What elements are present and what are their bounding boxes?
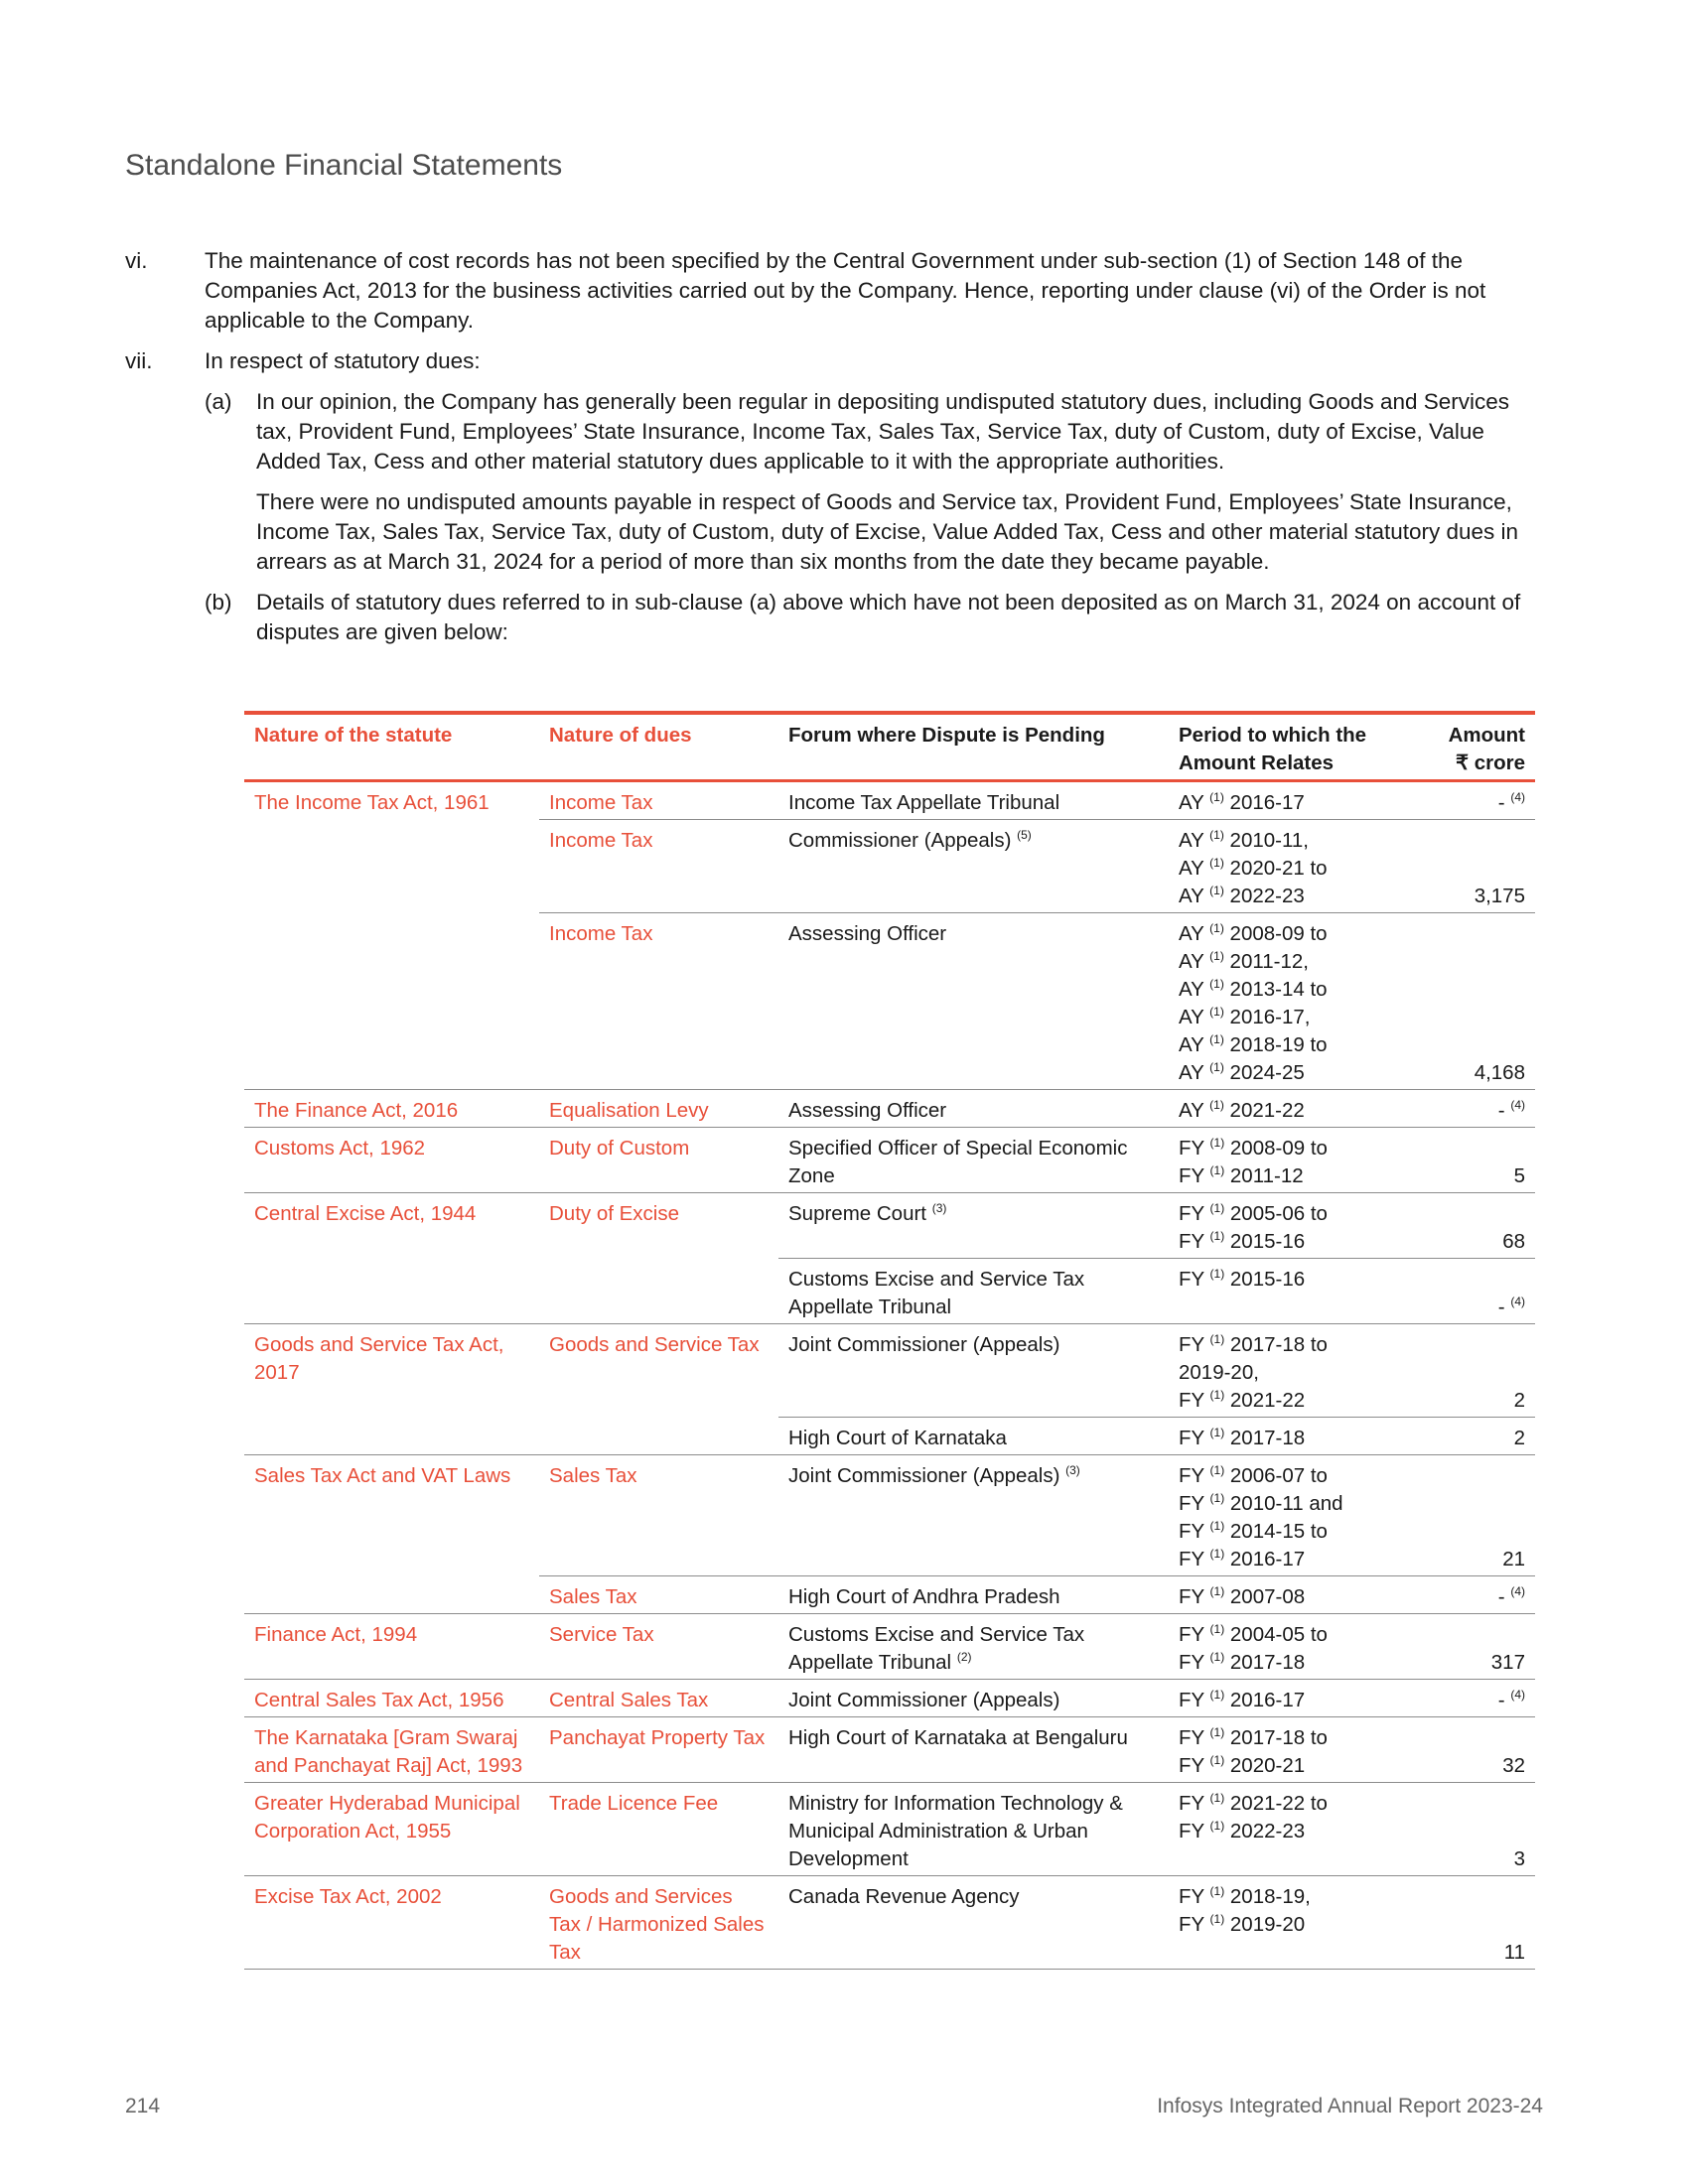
forum-text: Commissioner (Appeals)	[788, 829, 1012, 852]
period-cell	[1169, 913, 1419, 1090]
header-amount-line: Amount	[1448, 724, 1525, 747]
dues-cell: Panchayat Property Tax	[539, 1717, 778, 1783]
amount-cell	[1419, 1259, 1535, 1324]
dues-cell: Service Tax	[539, 1614, 778, 1680]
forum-text: Joint Commissioner (Appeals)	[788, 1689, 1060, 1711]
statute-cell: Central Sales Tax Act, 1956	[244, 1680, 539, 1717]
period-line	[1179, 1724, 1409, 1752]
period-value: 2017-18	[1229, 1651, 1306, 1674]
amount-value: -	[1497, 791, 1505, 814]
amount-cell	[1419, 1090, 1535, 1128]
period-value: 2015-16	[1229, 1268, 1306, 1291]
table-row	[244, 1614, 1535, 1680]
period-prefix: FY	[1179, 1548, 1204, 1570]
period-line	[1179, 1790, 1409, 1818]
footnote-marker: (1)	[1209, 1819, 1225, 1834]
footnote-marker: (1)	[1209, 1650, 1225, 1665]
forum-text: High Court of Karnataka at Bengaluru	[788, 1726, 1128, 1749]
period-value: 2015-16	[1229, 1230, 1306, 1253]
period-line	[1179, 1687, 1409, 1714]
footnote-marker: (1)	[1209, 977, 1224, 992]
forum-text: Assessing Officer	[788, 922, 947, 945]
period-value: 2018-19,	[1229, 1885, 1311, 1908]
period-line	[1179, 1200, 1409, 1228]
period-value: 2019-20,	[1179, 1361, 1259, 1384]
period-prefix: FY	[1179, 1792, 1204, 1815]
dues-cell: Trade Licence Fee	[539, 1783, 778, 1876]
footnote-marker: (1)	[1209, 1463, 1225, 1478]
period-value: 2016-17	[1229, 1689, 1306, 1711]
footnote-marker: (4)	[1510, 1295, 1525, 1309]
period-prefix: FY	[1179, 1585, 1204, 1608]
footnote-marker: (1)	[1209, 1426, 1225, 1440]
dues-cell: Sales Tax	[539, 1576, 778, 1614]
period-line	[1179, 1359, 1409, 1387]
period-prefix: AY	[1179, 857, 1204, 880]
period-value: 2016-17	[1229, 1548, 1306, 1570]
period-line	[1179, 1425, 1409, 1452]
forum-text: Customs Excise and Service Tax Appellate Tribunal	[788, 1268, 1085, 1318]
period-value: 2020-21 to	[1229, 857, 1328, 880]
period-cell	[1169, 1455, 1419, 1576]
period-prefix: FY	[1179, 1754, 1204, 1777]
period-line	[1179, 1546, 1409, 1573]
amount-value: 5	[1513, 1164, 1525, 1187]
period-line	[1179, 1387, 1409, 1415]
forum-cell	[778, 1680, 1169, 1717]
period-cell	[1169, 1717, 1419, 1783]
period-prefix: FY	[1179, 1333, 1204, 1356]
amount-value: -	[1497, 1585, 1505, 1608]
period-prefix: FY	[1179, 1427, 1204, 1449]
clause-vii-b	[125, 588, 1535, 647]
statute-cell: The Income Tax Act, 1961	[244, 781, 539, 1090]
statute-cell: Central Excise Act, 1944	[244, 1193, 539, 1324]
footnote-marker: (1)	[1209, 856, 1224, 871]
table-row	[244, 1717, 1535, 1783]
forum-text: Joint Commissioner (Appeals)	[788, 1333, 1060, 1356]
header-dues: Nature of dues	[539, 713, 778, 781]
period-line	[1179, 1583, 1409, 1611]
footnote-marker: (1)	[1209, 1791, 1225, 1806]
period-line	[1179, 1097, 1409, 1125]
footnote-marker: (1)	[1209, 1519, 1225, 1534]
period-cell	[1169, 1680, 1419, 1717]
amount-cell	[1419, 913, 1535, 1090]
footnote-marker: (1)	[1209, 1332, 1225, 1347]
footnote-marker: (1)	[1209, 1229, 1225, 1244]
amount-value: 4,168	[1474, 1061, 1525, 1084]
period-line	[1179, 1621, 1409, 1649]
period-line	[1179, 948, 1409, 976]
period-value: 2011-12	[1229, 1164, 1304, 1187]
amount-cell	[1419, 1876, 1535, 1970]
amount-cell	[1419, 1418, 1535, 1455]
table-row	[244, 1090, 1535, 1128]
period-value: 2014-15 to	[1229, 1520, 1328, 1543]
period-cell	[1169, 781, 1419, 820]
report-title: Infosys Integrated Annual Report 2023-24	[1157, 2095, 1543, 2117]
clause-text: In respect of statutory dues:	[205, 348, 481, 373]
table-header-row	[244, 713, 1535, 781]
period-value: 2022-23	[1229, 885, 1305, 907]
footnote-marker: (1)	[1209, 1622, 1225, 1637]
forum-text: Specified Officer of Special Economic Zone	[788, 1137, 1128, 1187]
amount-cell	[1419, 1717, 1535, 1783]
forum-text: Supreme Court	[788, 1202, 927, 1225]
footnote-marker: (1)	[1209, 1547, 1225, 1562]
header-statute: Nature of the statute	[244, 713, 539, 781]
period-prefix: AY	[1179, 978, 1204, 1001]
period-line	[1179, 1818, 1409, 1845]
statute-cell: Customs Act, 1962	[244, 1128, 539, 1193]
clause-number: vi.	[125, 248, 148, 273]
period-line	[1179, 1331, 1409, 1359]
period-cell	[1169, 820, 1419, 913]
statute-cell: Goods and Service Tax Act, 2017	[244, 1324, 539, 1455]
period-prefix: FY	[1179, 1623, 1204, 1646]
subclause-number: (b)	[205, 590, 232, 614]
amount-value: 3	[1513, 1847, 1525, 1870]
footnote-marker: (1)	[1209, 1753, 1225, 1768]
period-prefix: AY	[1179, 885, 1204, 907]
period-line	[1179, 1518, 1409, 1546]
period-prefix: AY	[1179, 950, 1204, 973]
table-row	[244, 1680, 1535, 1717]
period-prefix: AY	[1179, 791, 1204, 814]
footnote-marker: (1)	[1209, 1032, 1224, 1047]
period-value: 2022-23	[1229, 1820, 1306, 1843]
period-prefix: FY	[1179, 1202, 1204, 1225]
subclause-text: Details of statutory dues referred to in sub-clause (a) above which have not been deposited as on March 31, 2024 on account of disputes are given below:	[256, 590, 1521, 644]
footnote-marker: (1)	[1209, 884, 1224, 898]
dues-cell: Central Sales Tax	[539, 1680, 778, 1717]
period-prefix: AY	[1179, 1061, 1204, 1084]
period-cell	[1169, 1324, 1419, 1418]
period-prefix: FY	[1179, 1520, 1204, 1543]
amount-value: -	[1497, 1689, 1505, 1711]
amount-value: 32	[1502, 1754, 1525, 1777]
statute-cell: Greater Hyderabad Municipal Corporation Act, 1955	[244, 1783, 539, 1876]
footnote-marker: (3)	[1065, 1463, 1080, 1478]
period-prefix: FY	[1179, 1137, 1204, 1160]
period-line	[1179, 827, 1409, 855]
forum-cell	[778, 1193, 1169, 1259]
subclause-text: There were no undisputed amounts payable in respect of Goods and Service tax, Provident Fund, Employees’ State Insurance, Income Tax, Sales Tax, Service Tax, duty of Custom, duty of Excise, Value Added Tax, Cess and other material statutory dues in arrears as at March 31, 2024 for a period of more than six months from the date they became payable.	[256, 489, 1519, 574]
period-prefix: AY	[1179, 829, 1204, 852]
page-title: Standalone Financial Statements	[125, 149, 563, 182]
header-forum: Forum where Dispute is Pending	[778, 713, 1169, 781]
page-number: 214	[125, 2095, 161, 2117]
footnote-marker: (1)	[1209, 1098, 1224, 1113]
footnote-marker: (1)	[1209, 1005, 1224, 1020]
forum-cell	[778, 1324, 1169, 1418]
period-value: 2021-22	[1229, 1389, 1306, 1412]
period-prefix: FY	[1179, 1913, 1204, 1936]
footnote-marker: (4)	[1510, 1098, 1525, 1113]
header-amount-line: ₹ crore	[1455, 751, 1525, 774]
period-value: 2020-21	[1229, 1754, 1306, 1777]
amount-cell	[1419, 1128, 1535, 1193]
report-body	[125, 246, 1535, 658]
footnote-marker: (5)	[1017, 828, 1032, 843]
period-line	[1179, 1911, 1409, 1939]
forum-text: Canada Revenue Agency	[788, 1885, 1020, 1908]
period-line	[1179, 1162, 1409, 1190]
period-line	[1179, 1649, 1409, 1677]
period-prefix: AY	[1179, 1033, 1204, 1056]
table-row	[244, 1455, 1535, 1576]
statute-cell: Finance Act, 1994	[244, 1614, 539, 1680]
clause-vii	[125, 346, 1535, 376]
dues-cell: Equalisation Levy	[539, 1090, 778, 1128]
forum-text: Customs Excise and Service Tax Appellate Tribunal	[788, 1623, 1085, 1674]
period-value: 2006-07 to	[1229, 1464, 1328, 1487]
forum-cell	[778, 1090, 1169, 1128]
period-prefix: FY	[1179, 1689, 1204, 1711]
dues-cell: Duty of Custom	[539, 1128, 778, 1193]
footnote-marker: (3)	[931, 1201, 947, 1216]
period-line	[1179, 1031, 1409, 1059]
header-amount	[1419, 713, 1535, 781]
footnote-marker: (1)	[1209, 1136, 1225, 1151]
footnote-marker: (1)	[1209, 1163, 1225, 1178]
subclause-text: In our opinion, the Company has generally been regular in depositing undisputed statutory dues, including Goods and Services tax, Provident Fund, Employees’ State Insurance, Income Tax, Sales Tax, Service Tax, duty of Custom, duty of Excise, Value Added Tax, Cess and other material statutory dues applicable to it with the appropriate authorities.	[256, 389, 1510, 474]
period-value: 2004-05 to	[1229, 1623, 1328, 1646]
period-value: 2008-09 to	[1229, 1137, 1328, 1160]
amount-value: 2	[1513, 1389, 1525, 1412]
clause-vii-a-continued	[125, 487, 1535, 577]
footnote-marker: (1)	[1209, 949, 1224, 964]
dues-cell: Duty of Excise	[539, 1193, 778, 1324]
footnote-marker: (1)	[1209, 1491, 1225, 1506]
period-value: 2024-25	[1229, 1061, 1305, 1084]
amount-value: 21	[1502, 1548, 1525, 1570]
period-prefix: AY	[1179, 1006, 1204, 1028]
footnote-marker: (1)	[1209, 1725, 1225, 1740]
amount-cell	[1419, 1576, 1535, 1614]
dues-cell: Goods and Services Tax / Harmonized Sales Tax	[539, 1876, 778, 1970]
footnote-marker: (2)	[956, 1650, 972, 1665]
footnote-marker: (1)	[1209, 1584, 1225, 1599]
period-prefix: FY	[1179, 1820, 1204, 1843]
clause-vi	[125, 246, 1535, 336]
period-cell	[1169, 1090, 1419, 1128]
statute-cell: Excise Tax Act, 2002	[244, 1876, 539, 1970]
footnote-marker: (1)	[1209, 1884, 1225, 1899]
amount-value: 11	[1503, 1941, 1525, 1964]
period-line	[1179, 883, 1409, 910]
period-line	[1179, 855, 1409, 883]
amount-value: -	[1497, 1099, 1505, 1122]
footnote-marker: (1)	[1209, 1388, 1225, 1403]
period-value: 2018-19 to	[1229, 1033, 1328, 1056]
forum-cell	[778, 820, 1169, 913]
period-value: 2016-17,	[1229, 1006, 1311, 1028]
period-value: 2010-11 and	[1229, 1492, 1343, 1515]
forum-cell	[778, 1128, 1169, 1193]
footnote-marker: (1)	[1209, 828, 1224, 843]
amount-value: -	[1497, 1296, 1505, 1318]
amount-cell	[1419, 1455, 1535, 1576]
period-cell	[1169, 1193, 1419, 1259]
dues-cell: Income Tax	[539, 913, 778, 1090]
period-line	[1179, 1883, 1409, 1911]
period-prefix: FY	[1179, 1389, 1204, 1412]
footnote-marker: (1)	[1209, 790, 1224, 805]
amount-cell	[1419, 781, 1535, 820]
forum-text: Assessing Officer	[788, 1099, 947, 1122]
dues-cell: Sales Tax	[539, 1455, 778, 1576]
forum-cell	[778, 781, 1169, 820]
footnote-marker: (1)	[1209, 1060, 1224, 1075]
amount-value: 3,175	[1474, 885, 1525, 907]
period-value: 2019-20	[1229, 1913, 1306, 1936]
forum-cell	[778, 1455, 1169, 1576]
footnote-marker: (1)	[1209, 1267, 1225, 1282]
footnote-marker: (1)	[1209, 1688, 1225, 1703]
amount-value: 2	[1513, 1427, 1525, 1449]
amount-cell	[1419, 1680, 1535, 1717]
amount-cell	[1419, 1324, 1535, 1418]
forum-cell	[778, 1717, 1169, 1783]
forum-cell	[778, 1259, 1169, 1324]
amount-value: 68	[1502, 1230, 1525, 1253]
amount-cell	[1419, 1614, 1535, 1680]
header-period-line: Amount Relates	[1179, 751, 1335, 774]
forum-text: Ministry for Information Technology & Municipal Administration & Urban Development	[788, 1792, 1123, 1870]
period-line	[1179, 1135, 1409, 1162]
forum-cell	[778, 913, 1169, 1090]
dues-cell: Goods and Service Tax	[539, 1324, 778, 1455]
period-prefix: AY	[1179, 922, 1204, 945]
period-line	[1179, 976, 1409, 1004]
table-row	[244, 1783, 1535, 1876]
period-value: 2010-11,	[1229, 829, 1309, 852]
table-row	[244, 1128, 1535, 1193]
period-line	[1179, 1228, 1409, 1256]
period-prefix: FY	[1179, 1885, 1204, 1908]
amount-cell	[1419, 1783, 1535, 1876]
disputed-dues-table	[244, 711, 1535, 1970]
period-cell	[1169, 1876, 1419, 1970]
table-row	[244, 1324, 1535, 1418]
period-cell	[1169, 1783, 1419, 1876]
period-prefix: FY	[1179, 1726, 1204, 1749]
period-prefix: FY	[1179, 1492, 1204, 1515]
period-prefix: FY	[1179, 1464, 1204, 1487]
dues-cell: Income Tax	[539, 781, 778, 820]
clause-text: The maintenance of cost records has not been specified by the Central Government under sub-section (1) of Section 148 of the Companies Act, 2013 for the business activities carried out by the Company. Hence, reporting under clause (vi) of the Order is not applicable to the Company.	[205, 248, 1486, 333]
period-prefix: AY	[1179, 1099, 1204, 1122]
period-cell	[1169, 1614, 1419, 1680]
period-prefix: FY	[1179, 1268, 1204, 1291]
period-cell	[1169, 1128, 1419, 1193]
forum-text: High Court of Karnataka	[788, 1427, 1007, 1449]
period-prefix: FY	[1179, 1651, 1204, 1674]
dues-cell: Income Tax	[539, 820, 778, 913]
period-value: 2008-09 to	[1229, 922, 1328, 945]
period-value: 2007-08	[1229, 1585, 1306, 1608]
footnote-marker: (1)	[1209, 1201, 1225, 1216]
period-value: 2017-18	[1229, 1427, 1306, 1449]
period-prefix: FY	[1179, 1230, 1204, 1253]
statute-cell: Sales Tax Act and VAT Laws	[244, 1455, 539, 1614]
period-cell	[1169, 1576, 1419, 1614]
footnote-marker: (1)	[1209, 1912, 1225, 1927]
amount-value: 317	[1490, 1651, 1525, 1674]
clause-number: vii.	[125, 348, 153, 373]
table-row	[244, 781, 1535, 820]
statute-cell: The Finance Act, 2016	[244, 1090, 539, 1128]
period-line	[1179, 1752, 1409, 1780]
footnote-marker: (1)	[1209, 921, 1224, 936]
footnote-marker: (4)	[1510, 790, 1525, 805]
clause-vii-a	[125, 387, 1535, 477]
forum-cell	[778, 1576, 1169, 1614]
forum-text: Joint Commissioner (Appeals)	[788, 1464, 1060, 1487]
forum-cell	[778, 1876, 1169, 1970]
statute-cell: The Karnataka [Gram Swaraj and Panchayat Raj] Act, 1993	[244, 1717, 539, 1783]
forum-cell	[778, 1783, 1169, 1876]
period-prefix: FY	[1179, 1164, 1204, 1187]
period-value: 2011-12,	[1229, 950, 1309, 973]
period-value: 2013-14 to	[1229, 978, 1328, 1001]
period-line	[1179, 1462, 1409, 1490]
footnote-marker: (4)	[1510, 1688, 1525, 1703]
period-value: 2021-22 to	[1229, 1792, 1328, 1815]
header-period	[1169, 713, 1419, 781]
period-line	[1179, 1266, 1409, 1294]
subclause-number: (a)	[205, 389, 232, 414]
period-value: 2021-22	[1229, 1099, 1305, 1122]
period-line	[1179, 1059, 1409, 1087]
header-period-line: Period to which the	[1179, 724, 1367, 747]
table-row	[244, 1876, 1535, 1970]
amount-cell	[1419, 820, 1535, 913]
period-cell	[1169, 1418, 1419, 1455]
forum-cell	[778, 1418, 1169, 1455]
period-line	[1179, 1490, 1409, 1518]
period-line	[1179, 1004, 1409, 1031]
period-cell	[1169, 1259, 1419, 1324]
forum-text: Income Tax Appellate Tribunal	[788, 791, 1060, 814]
table-row	[244, 1193, 1535, 1259]
period-value: 2017-18 to	[1229, 1333, 1328, 1356]
footnote-marker: (4)	[1510, 1584, 1525, 1599]
period-line	[1179, 920, 1409, 948]
amount-cell	[1419, 1193, 1535, 1259]
forum-text: High Court of Andhra Pradesh	[788, 1585, 1060, 1608]
period-value: 2017-18 to	[1229, 1726, 1328, 1749]
period-value: 2016-17	[1229, 791, 1305, 814]
forum-cell	[778, 1614, 1169, 1680]
period-line	[1179, 789, 1409, 817]
period-value: 2005-06 to	[1229, 1202, 1328, 1225]
